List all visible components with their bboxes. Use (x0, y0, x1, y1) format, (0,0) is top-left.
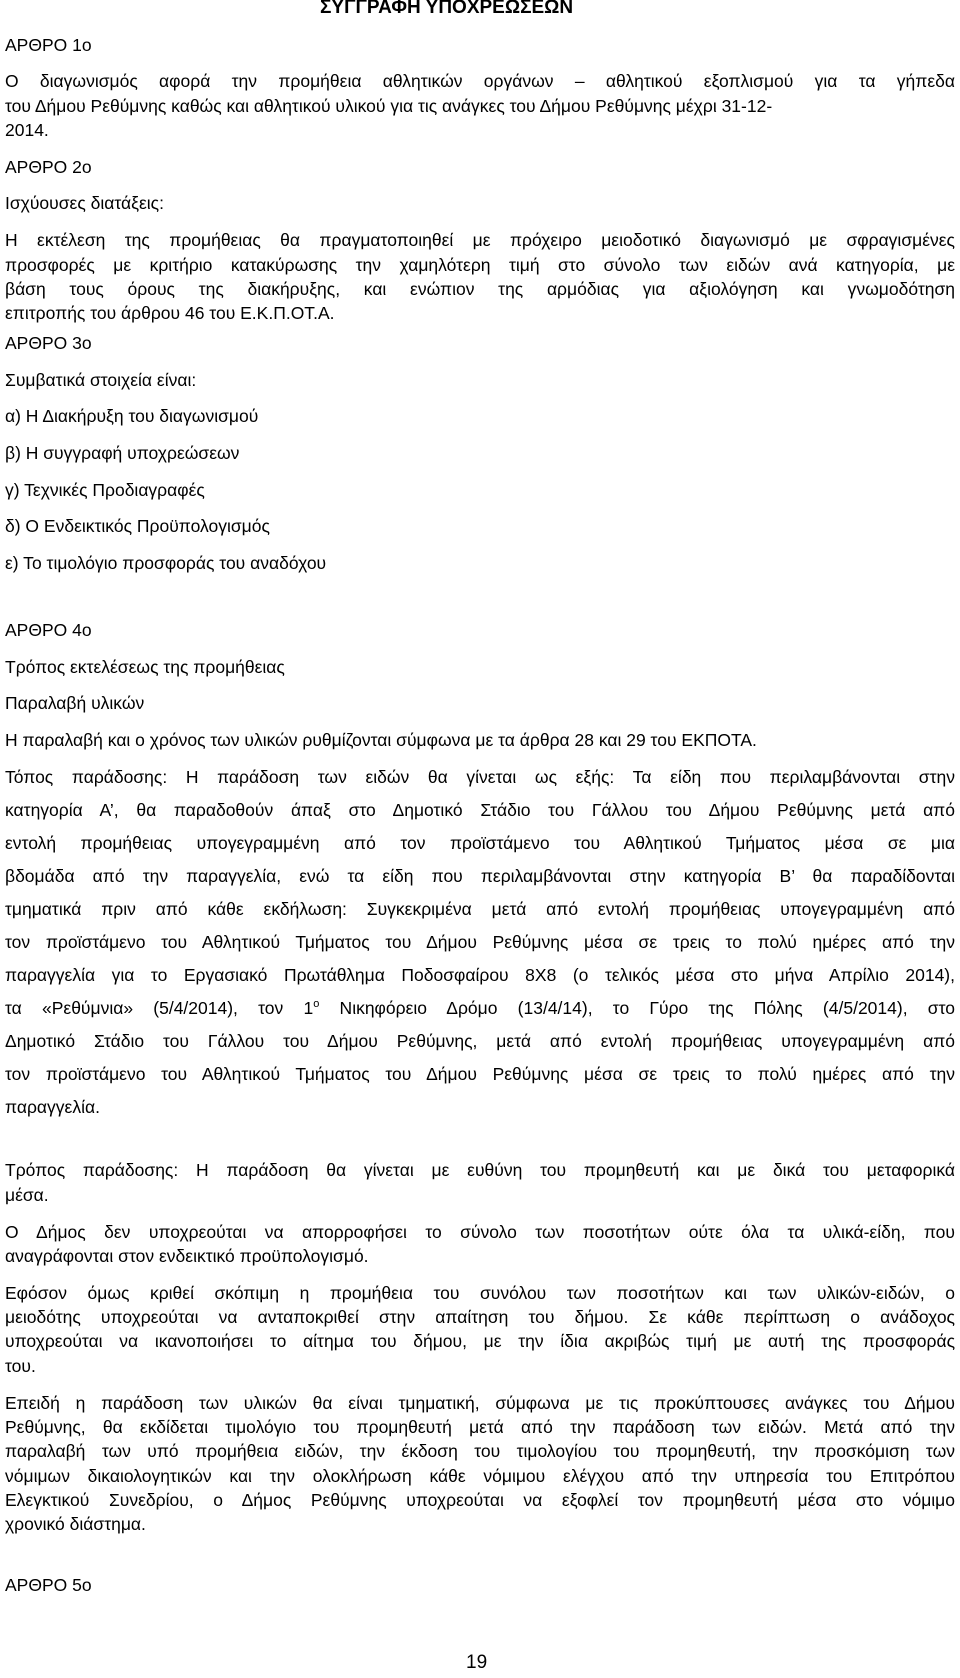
article-4-heading: ΑΡΘΡΟ 4ο (5, 620, 92, 640)
article-4-line: αναγράφονται στον ενδεικτικό προϋπολογισμό. (5, 1246, 369, 1266)
page-title: ΣΥΓΓΡΑΦΗ ΥΠΟΧΡΕΩΣΕΩΝ (320, 0, 574, 18)
article-1-line: του Δήμου Ρεθύμνης καθώς και αθλητικού υλικού για τις ανάγκες του Δήμου Ρεθύμνης μέχρι 31-12- (5, 96, 773, 116)
article-2-line: επιτροπής του άρθρου 46 του Ε.Κ.Π.ΟΤ.Α. (5, 303, 335, 323)
article-4-line (5, 998, 955, 1018)
article-4-line: κατηγορία Α’, θα παραδοθούν άπαξ στο Δημοτικό Στάδιο του Γάλλου του Δήμου Ρεθύμνης μετά από (5, 800, 955, 820)
article-4-line: τμηματικά πριν από κάθε εκδήλωση: Συγκεκριμένα μετά από εντολή προμήθειας υπογεγραμμένη από (5, 899, 955, 919)
line-part: τα «Ρεθύμνια» (5/4/2014), τον 1 (5, 998, 314, 1018)
article-4-line: του. (5, 1356, 36, 1376)
article-4-line: Επειδή η παράδοση των υλικών θα είναι τμηματική, σύμφωνα με τις προκύπτουσες ανάγκες του Δήμου (5, 1393, 955, 1413)
article-4-line: Ελεγκτικού Συνεδρίου, ο Δήμος Ρεθύμνης υποχρεούται να εξοφλεί τον προμηθευτή μέσα στο νόμιμο (5, 1490, 955, 1510)
article-4-paragraph: Η παραλαβή και ο χρόνος των υλικών ρυθμίζονται σύμφωνα με τα άρθρα 28 και 29 του ΕΚΠΟΤΑ. (5, 730, 757, 750)
ordinal-superscript: ο (313, 998, 320, 1010)
article-4-line: τον προϊστάμενο του Αθλητικού Τμήματος του Δήμου Ρεθύμνης μέσα σε τρεις το πολύ ημέρες από την (5, 1064, 955, 1084)
article-3-heading: ΑΡΘΡΟ 3ο (5, 333, 92, 353)
page-number: 19 (466, 1652, 488, 1673)
article-2-line: βάση τους όρους της διακήρυξης, και ενώπιον της αρμόδιας για αξιολόγηση και γνωμοδότηση (5, 279, 955, 299)
article-3-subheading: Συμβατικά στοιχεία είναι: (5, 370, 197, 390)
article-4-line: Δημοτικό Στάδιο του Γάλλου του Δήμου Ρεθύμνης, μετά από εντολή προμήθειας υπογεγραμμένη από (5, 1031, 955, 1051)
line-part: Νικηφόρειο Δρόμο (13/4/14), το Γύρο της Πόλης (4/5/2014), στο (319, 998, 955, 1018)
article-2-line: προσφορές με κριτήριο κατακύρωσης την χαμηλότερη τιμή στο σύνολο των ειδών ανά κατηγορία, με (5, 255, 955, 275)
article-1-line: 2014. (5, 120, 49, 140)
list-item: γ) Τεχνικές Προδιαγραφές (5, 480, 205, 500)
list-item: ε) Το τιμολόγιο προσφοράς του αναδόχου (5, 553, 327, 573)
article-4-line: τον προϊστάμενο του Αθλητικού Τμήματος του Δήμου Ρεθύμνης μέσα σε τρεις το πολύ ημέρες από την (5, 932, 955, 952)
article-4-line: παραγγελία για το Εργασιακό Πρωτάθλημα Ποδοσφαίρου 8Χ8 (ο τελικός μέσα στο μήνα Απρίλιο 2014), (5, 965, 955, 985)
article-4-line: χρονικό διάστημα. (5, 1514, 146, 1534)
article-4-line: υποχρεούται να ικανοποιήσει το αίτημα του δήμου, με την ίδια ακριβώς τιμή με αυτή της προσφοράς (5, 1331, 955, 1351)
article-2-heading: ΑΡΘΡΟ 2ο (5, 157, 92, 177)
article-2-line: Η εκτέλεση της προμήθειας θα πραγματοποιηθεί με πρόχειρο μειοδοτικό διαγωνισμό με σφραγισμένες (5, 230, 955, 250)
list-item: δ) Ο Ενδεικτικός Προϋπολογισμός (5, 516, 270, 536)
article-4-line: μέσα. (5, 1185, 49, 1205)
article-2-subheading: Ισχύουσες διατάξεις: (5, 193, 164, 213)
article-4-line: εντολή προμήθειας υπογεγραμμένη από τον προϊστάμενο του Αθλητικού Τμήματος μέσα σε μια (5, 833, 955, 853)
article-1-line: Ο διαγωνισμός αφορά την προμήθεια αθλητικών οργάνων – αθλητικού εξοπλισμού για τα γήπεδα (5, 71, 955, 91)
article-5-heading: ΑΡΘΡΟ 5ο (5, 1575, 92, 1595)
list-item: β) Η συγγραφή υποχρεώσεων (5, 443, 240, 463)
article-1-heading: ΑΡΘΡΟ 1ο (5, 35, 92, 55)
article-4-line: Τόπος παράδοσης: Η παράδοση των ειδών θα γίνεται ως εξής: Τα είδη που περιλαμβάνονται στην (5, 767, 955, 787)
article-4-line: Ο Δήμος δεν υποχρεούται να απορροφήσει το σύνολο των ποσοτήτων ούτε όλα τα υλικά-είδη, που (5, 1222, 955, 1242)
article-4-line: Ρεθύμνης, θα εκδίδεται τιμολόγιο του προμηθευτή μετά από την παράδοση των ειδών. Μετά από την (5, 1417, 955, 1437)
article-4-line: νόμιμων δικαιολογητικών και την ολοκλήρωση κάθε νόμιμου ελέγχου από την υπηρεσία του Επιτρόπου (5, 1466, 955, 1486)
list-item: α) Η Διακήρυξη του διαγωνισμού (5, 406, 259, 426)
article-4-line: Εφόσον όμως κριθεί σκόπιμη η προμήθεια του συνόλου των ποσοτήτων και των υλικών-ειδών, ο (5, 1283, 955, 1303)
article-4-subheading: Τρόπος εκτελέσεως της προμήθειας (5, 657, 285, 677)
article-4-line: μειοδότης υποχρεούται να ανταποκριθεί στην απαίτηση του δήμου. Σε κάθε περίπτωση ο ανάδοχος (5, 1307, 955, 1327)
article-4-line: Τρόπος παράδοσης: Η παράδοση θα γίνεται με ευθύνη του προμηθευτή και με δικά του μεταφορικά (5, 1160, 955, 1180)
article-4-subheading: Παραλαβή υλικών (5, 693, 145, 713)
article-4-line: βδομάδα από την παραγγελία, ενώ τα είδη που περιλαμβάνονται στην κατηγορία Β’ θα παραδίδονται (5, 866, 955, 886)
article-4-line: παραγγελία. (5, 1097, 100, 1117)
article-4-line: παραλαβή των υπό προμήθεια ειδών, την έκδοση του τιμολογίου του προμηθευτή, την προσκόμιση των (5, 1441, 955, 1461)
